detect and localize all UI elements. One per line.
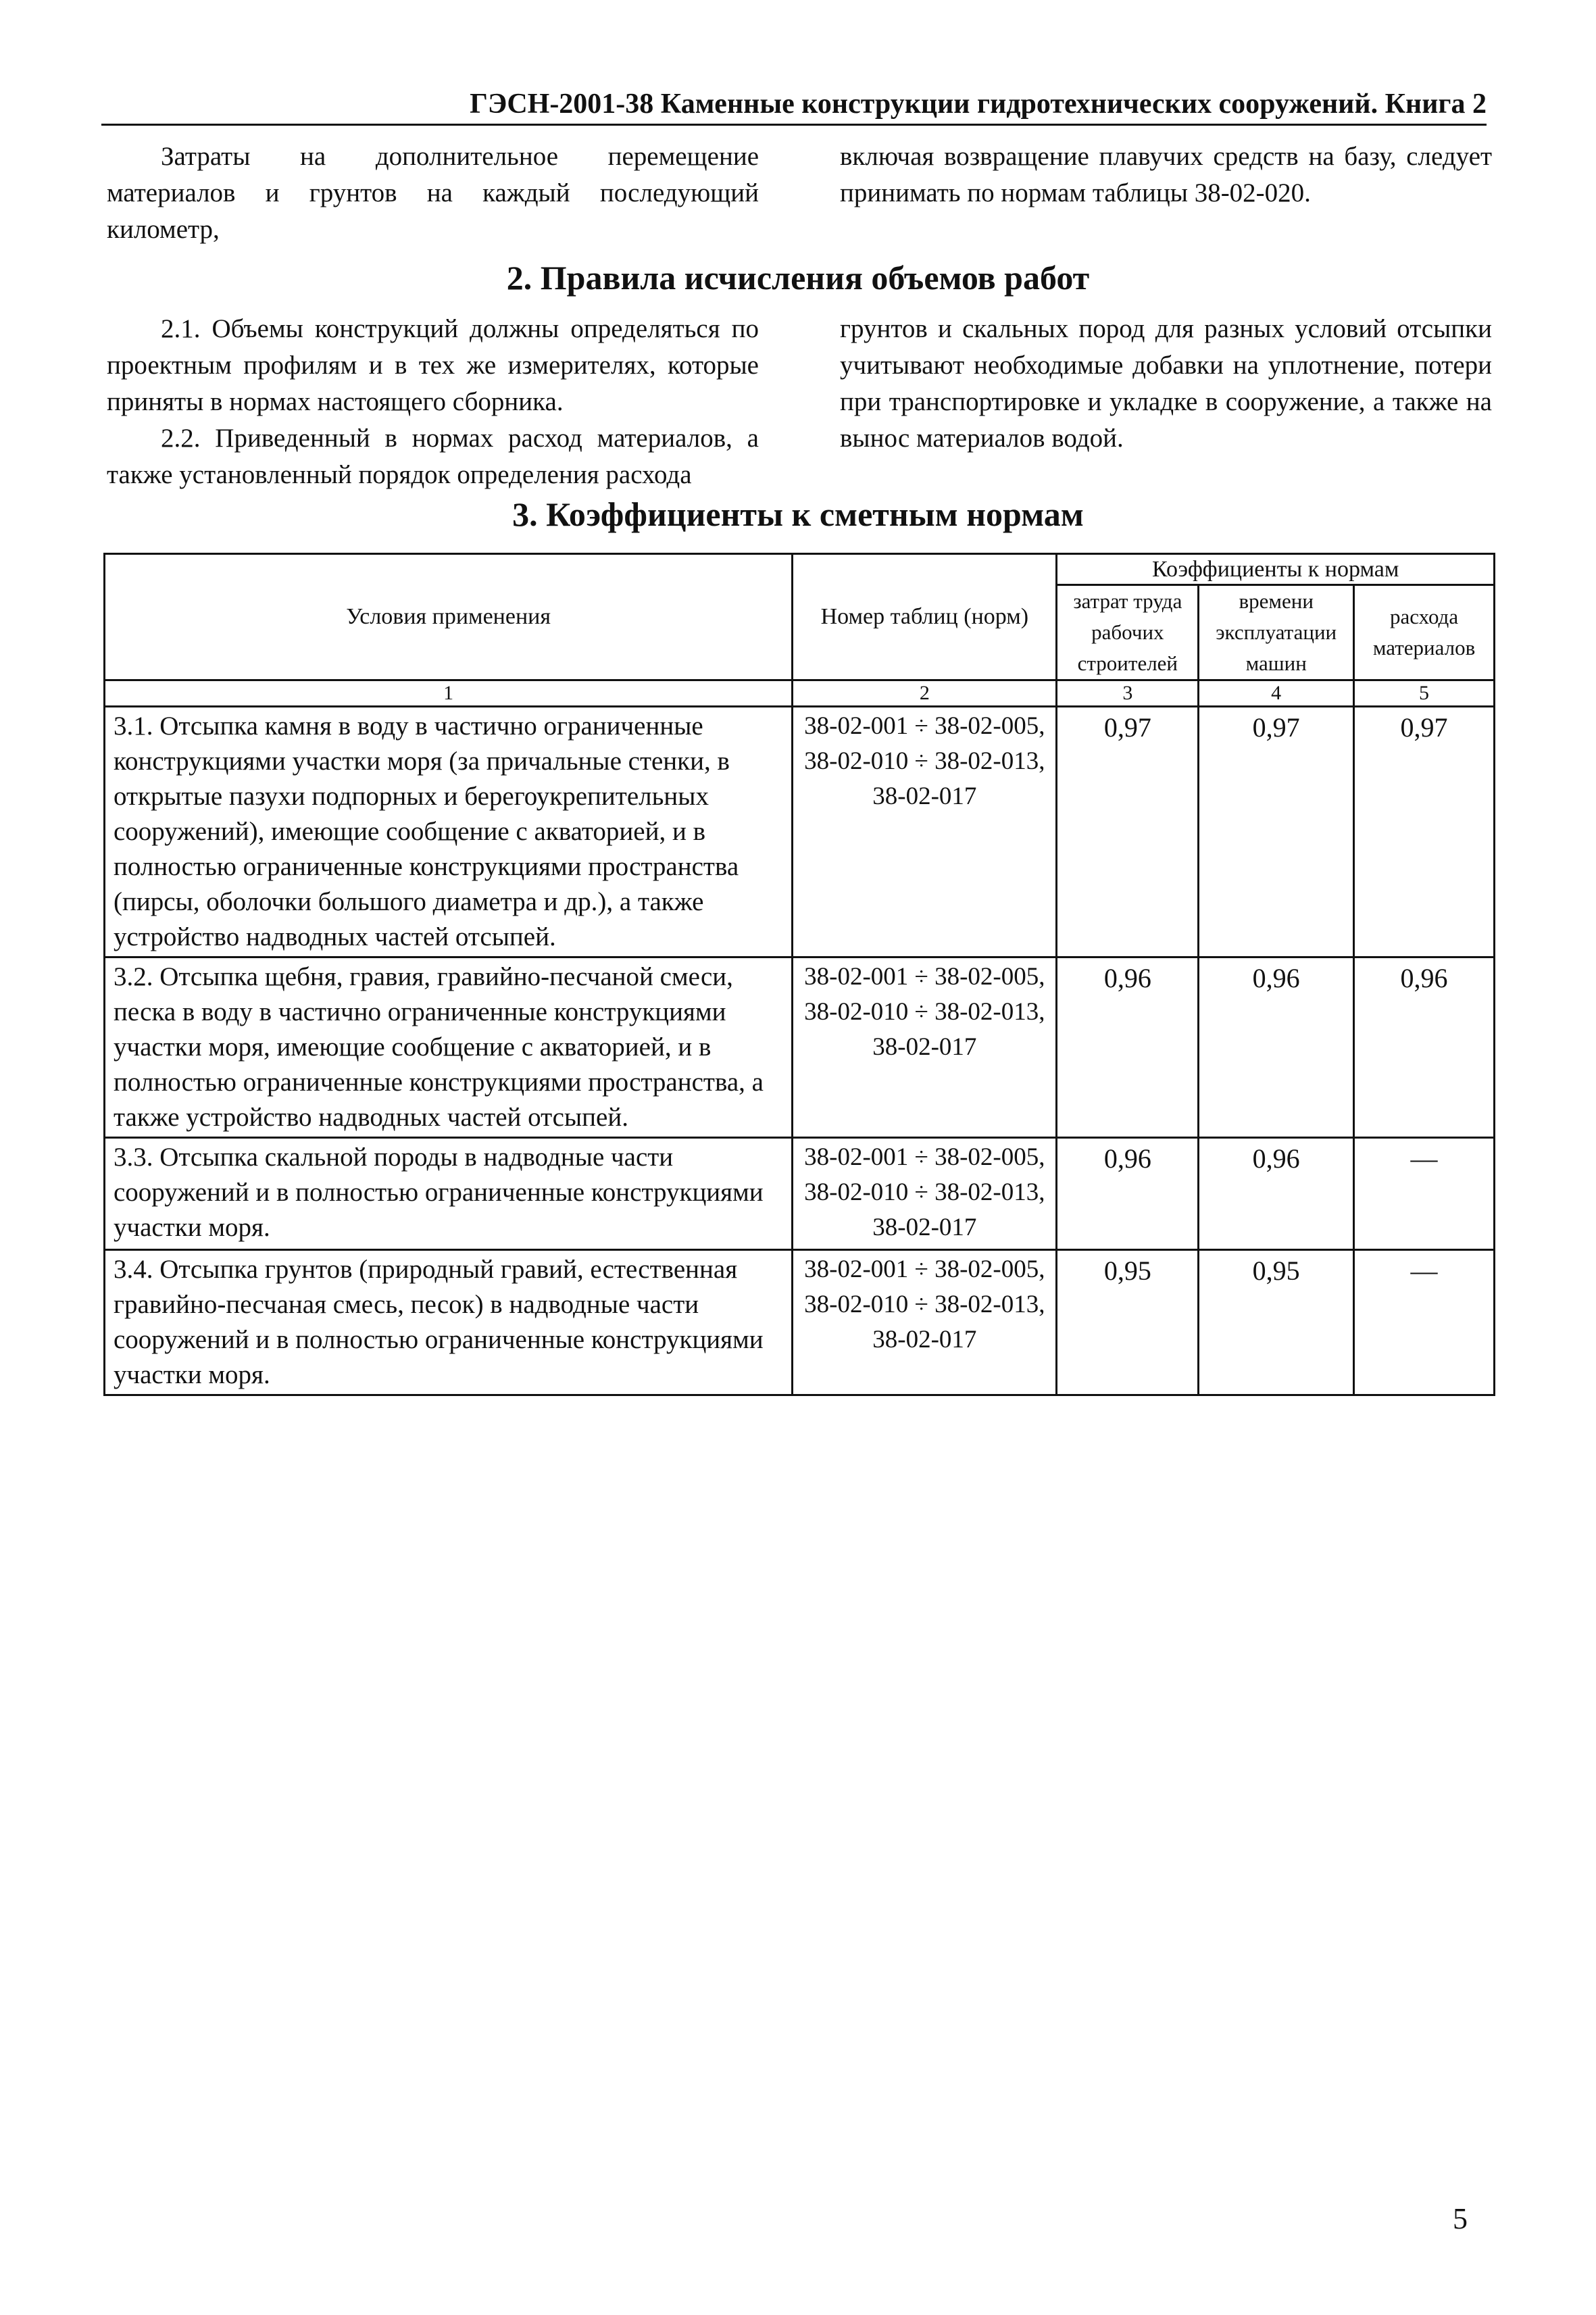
column-number-row (105, 680, 1495, 707)
table-number-range: 38-02-001 ÷ 38-02-005, (804, 712, 1045, 740)
column-number: 4 (1199, 680, 1354, 707)
intro-text (107, 139, 1492, 248)
condition-cell: 3.3. Отсыпка скальной породы в надводные части сооружений и в полностью ограниченные конструкциями участки моря. (105, 1138, 793, 1250)
coef-machines: 0,96 (1199, 957, 1354, 1138)
table-numbers-cell (793, 707, 1057, 957)
coef-materials: — (1354, 1250, 1495, 1395)
table-row (105, 957, 1495, 1138)
table-numbers-cell (793, 1250, 1057, 1395)
coef-materials: 0,96 (1354, 957, 1495, 1138)
table-number-range: 38-02-001 ÷ 38-02-005, (804, 1143, 1045, 1171)
section-3-title: 3. Коэффициенты к сметным нормам (512, 495, 1084, 533)
table-number: 38-02-017 (872, 782, 977, 810)
table-numbers-cell (793, 1138, 1057, 1250)
header-conditions: Условия применения (105, 554, 793, 680)
coef-labor: 0,95 (1057, 1250, 1199, 1395)
section-2-right (840, 311, 1492, 493)
page-number: 5 (1453, 2202, 1468, 2235)
column-number: 1 (105, 680, 793, 707)
section-2-body (107, 311, 1492, 493)
column-number: 5 (1354, 680, 1495, 707)
table-number: 38-02-017 (872, 1033, 977, 1061)
table-number-range: 38-02-001 ÷ 38-02-005, (804, 1255, 1045, 1283)
table-row (105, 707, 1495, 957)
table-number-range: 38-02-010 ÷ 38-02-013, (804, 747, 1045, 775)
condition-cell: 3.4. Отсыпка грунтов (природный гравий, естественная гравийно-песчаная смесь, песок) в надводные части сооружений и в полностью ограниченные конструкциями участки моря. (105, 1250, 793, 1395)
column-number: 2 (793, 680, 1057, 707)
coef-labor: 0,96 (1057, 957, 1199, 1138)
header-coefficients-group: Коэффициенты к нормам (1057, 554, 1495, 585)
paragraph-2-2-cont: грунтов и скальных пород для разных условий отсыпки учитывают необходимые добавки на уплотнение, потери при транспортировке и укладке в сооружение, а также на вынос материалов водой. (840, 314, 1492, 453)
coef-machines: 0,95 (1199, 1250, 1354, 1395)
paragraph-2-1: 2.1. Объемы конструкций должны определяться по проектным профилям и в тех же измерителях, которые приняты в нормах настоящего сборника. (107, 314, 759, 416)
table-number-range: 38-02-010 ÷ 38-02-013, (804, 998, 1045, 1026)
column-number: 3 (1057, 680, 1199, 707)
header-materials: расхода материалов (1354, 585, 1495, 680)
intro-right: включая возвращение плавучих средств на базу, следует принимать по нормам таблицы 38-02-020. (840, 142, 1492, 207)
table-number: 38-02-017 (872, 1214, 977, 1241)
paragraph-2-2: 2.2. Приведенный в нормах расход материалов, а также установленный порядок определения расхода (107, 424, 759, 489)
table-row (105, 1250, 1495, 1395)
coef-materials: 0,97 (1354, 707, 1495, 957)
table-numbers-cell (793, 957, 1057, 1138)
condition-cell: 3.1. Отсыпка камня в воду в частично ограниченные конструкциями участки моря (за причальные стенки, в открытые пазухи подпорных и берегоукрепительных сооружений), имеющие сообщение с акваторией, и в полностью ограниченные конструкциями пространства (пирсы, оболочки большого диаметра и др.), а также устройство надводных частей отсыпей. (105, 707, 793, 957)
header-table-numbers: Номер таблиц (норм) (793, 554, 1057, 680)
header-labor: затрат труда рабочих строителей (1057, 585, 1199, 680)
coef-machines: 0,96 (1199, 1138, 1354, 1250)
section-2-left (107, 311, 759, 493)
table-number: 38-02-017 (872, 1326, 977, 1353)
section-2-title: 2. Правила исчисления объемов работ (506, 259, 1090, 297)
table-number-range: 38-02-010 ÷ 38-02-013, (804, 1178, 1045, 1206)
coef-labor: 0,96 (1057, 1138, 1199, 1250)
table-row (105, 1138, 1495, 1250)
header-machines: времени эксплуатации машин (1199, 585, 1354, 680)
coef-machines: 0,97 (1199, 707, 1354, 957)
coefficients-table (103, 553, 1495, 1396)
coef-labor: 0,97 (1057, 707, 1199, 957)
coef-materials: — (1354, 1138, 1495, 1250)
table-number-range: 38-02-010 ÷ 38-02-013, (804, 1291, 1045, 1318)
condition-cell: 3.2. Отсыпка щебня, гравия, гравийно-песчаной смеси, песка в воду в частично ограниченные конструкциями участки моря, имеющие сообщение с акваторией, и в полностью ограниченные конструкциями пространства, а также устройство надводных частей отсыпей. (105, 957, 793, 1138)
page-header: ГЭСН-2001-38 Каменные конструкции гидротехнических сооружений. Книга 2 (101, 84, 1487, 126)
intro-left: Затраты на дополнительное перемещение материалов и грунтов на каждый последующий километр, (107, 142, 759, 244)
table-number-range: 38-02-001 ÷ 38-02-005, (804, 963, 1045, 991)
